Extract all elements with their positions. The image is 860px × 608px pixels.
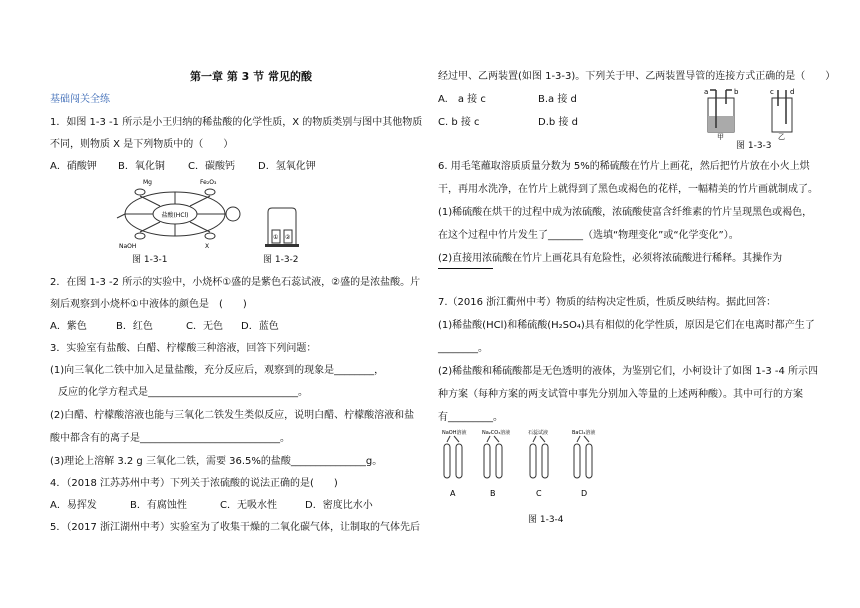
q1-option-a: A．硝酸钾: [50, 161, 97, 172]
fig4-reagent-a: NaOH溶液: [442, 430, 467, 436]
fig4-reagent-d: BaCl₂溶液: [572, 430, 596, 436]
fig1-naoh-label: NaOH: [119, 243, 137, 250]
q4-option-c: C．无吸水性: [220, 500, 277, 511]
fig4-letter-a: A: [450, 489, 456, 498]
q5-text-2: 经过甲、乙两装置(如图 1-3-3)。下列关于甲、乙两装置导管的连接方式正确的是（ ）: [438, 71, 836, 82]
q3-part1-line2: 反应的化学方程式是______________________________。: [58, 387, 308, 398]
q6-part1-line1: (1)稀硫酸在烘干的过程中成为浓硫酸，浓硫酸使富含纤维素的竹片呈现黑色或褐色，: [438, 207, 813, 218]
q3-text: 3．实验室有盐酸、白醋、柠檬酸三种溶液，回答下列问题：: [50, 343, 317, 354]
q6-answer-blank: [438, 268, 493, 269]
fig4-letter-c: C: [536, 489, 542, 498]
q3-part2-line1: (2)白醋、柠檬酸溶液也能与三氧化二铁发生类似反应，说明白醋、柠檬酸溶液和盐: [50, 410, 415, 421]
figure-1-3-4: [438, 426, 618, 506]
fig4-letter-d: D: [581, 489, 588, 498]
figure-1-3-1-caption: 图 1-3-1: [132, 255, 168, 265]
fig4-group-a: [442, 429, 467, 498]
q7-text: 7.（2016 浙江衢州中考）物质的结构决定性质，性质反映结构。据此回答：: [438, 297, 777, 308]
section-heading: 基础闯关全练: [50, 94, 110, 105]
fig4-letter-b: B: [490, 489, 496, 498]
fig3-jia-label: 甲: [717, 133, 724, 140]
q3-part2-line2: 酸中都含有的离子是____________________________。: [50, 433, 290, 444]
fig3-c-label: c: [770, 88, 774, 96]
q2-option-b: B．红色: [116, 321, 153, 332]
fig1-center-label: 盐酸(HCl): [161, 212, 189, 219]
figure-1-3-3: [690, 84, 820, 140]
q6-text-2: 干，再用水洗净，在竹片上就得到了黑色或褐色的花样，一幅精美的竹片画就制成了。: [438, 184, 818, 195]
q1-option-b: B．氧化铜: [118, 161, 165, 172]
fig1-mg-label: Mg: [143, 179, 152, 186]
fig3-d-label: d: [790, 88, 795, 96]
q1-option-c: C．碳酸钙: [188, 161, 235, 172]
fig4-reagent-c: 石蕊试液: [528, 430, 549, 436]
fig3-b-label: b: [734, 88, 739, 96]
q6-part2: (2)直接用浓硫酸在竹片上画花具有危险性，必须将浓硫酸进行稀释。其操作为: [438, 253, 783, 264]
figure-1-3-1: [105, 176, 245, 252]
q1-text-1: 1．如图 1-3 -1 所示是小王归纳的稀盐酸的化学性质，X 的物质类别与图中其他物质: [50, 117, 423, 128]
q1-option-d: D．氢氧化钾: [258, 161, 316, 172]
figure-1-3-4-caption: 图 1-3-4: [528, 515, 564, 525]
q5-option-d: D.b 接 d: [538, 117, 578, 128]
figure-1-3-2: [262, 206, 302, 248]
svg-text:②: ②: [285, 234, 291, 241]
q2-option-c: C．无色: [186, 321, 223, 332]
fig3-a-label: a: [704, 88, 709, 96]
fig4-group-c: [528, 429, 548, 498]
q3-part1-line1: (1)向三氧化二铁中加入足量盐酸，充分反应后，观察到的现象是________，: [50, 365, 385, 376]
q4-text: 4．（2018 江苏苏州中考）下列关于浓硫酸的说法正确的是( ): [50, 478, 338, 489]
q2-text-2: 刻后观察到小烧杯①中液体的颜色是 ( ): [50, 299, 247, 310]
figure-1-3-2-caption: 图 1-3-2: [263, 255, 299, 265]
page-title: 第一章 第 3 节 常见的酸: [190, 70, 312, 83]
fig4-group-b: [482, 429, 510, 498]
q7-part2-line2: 种方案（每种方案的两支试管中事先分别加入等量的上述两种酸）。其中可行的方案: [438, 389, 803, 400]
fig4-reagent-b: Na₂CO₃溶液: [482, 430, 511, 436]
svg-text:①: ①: [273, 234, 279, 241]
q4-option-d: D．密度比水小: [305, 500, 373, 511]
q2-option-d: D．蓝色: [241, 321, 279, 332]
q4-option-b: B．有腐蚀性: [130, 500, 187, 511]
q3-part3: (3)理论上溶解 3.2 g 三氧化二铁，需要 36.5%的盐酸_______________g。: [50, 456, 383, 467]
fig1-x-label: X: [205, 243, 210, 250]
fig4-group-d: [572, 429, 595, 498]
q5-option-a: A. a 接 c: [438, 94, 486, 105]
q2-option-a: A．紫色: [50, 321, 87, 332]
q7-part1-line2: ________。: [438, 343, 488, 354]
q7-part2-line1: (2)稀盐酸和稀硫酸都是无色透明的液体，为鉴别它们，小柯设计了如图 1-3 -4 所示四: [438, 366, 819, 377]
q2-text-1: 2．在图 1-3 -2 所示的实验中，小烧杯①盛的是紫色石蕊试液，②盛的是浓盐酸。片: [50, 277, 421, 288]
q5-option-c: C. b 接 c: [438, 117, 480, 128]
figure-1-3-3-caption: 图 1-3-3: [736, 141, 772, 151]
q1-text-2: 不同，则物质 X 是下列物质中的（ ）: [50, 139, 234, 150]
fig3-yi-label: 乙: [778, 133, 785, 140]
q4-option-a: A．易挥发: [50, 500, 97, 511]
q5-option-b: B.a 接 d: [538, 94, 577, 105]
fig1-fe2o3-label: Fe₂O₃: [200, 179, 217, 186]
q5-text-1: 5．（2017 浙江湖州中考）实验室为了收集干燥的二氧化碳气体，让制取的气体先后: [50, 522, 420, 533]
q7-part2-line3: 有_________。: [438, 412, 503, 423]
q6-text-1: 6. 用毛笔蘸取溶质质量分数为 5%的稀硫酸在竹片上画花，然后把竹片放在小火上烘: [438, 161, 810, 172]
q6-part1-line2: 在这个过程中竹片发生了_______（选填“物理变化”或“化学变化”）。: [438, 230, 739, 241]
q7-part1-line1: (1)稀盐酸(HCl)和稀硫酸(H₂SO₄)具有相似的化学性质，原因是它们在电离时都产生了: [438, 320, 815, 331]
